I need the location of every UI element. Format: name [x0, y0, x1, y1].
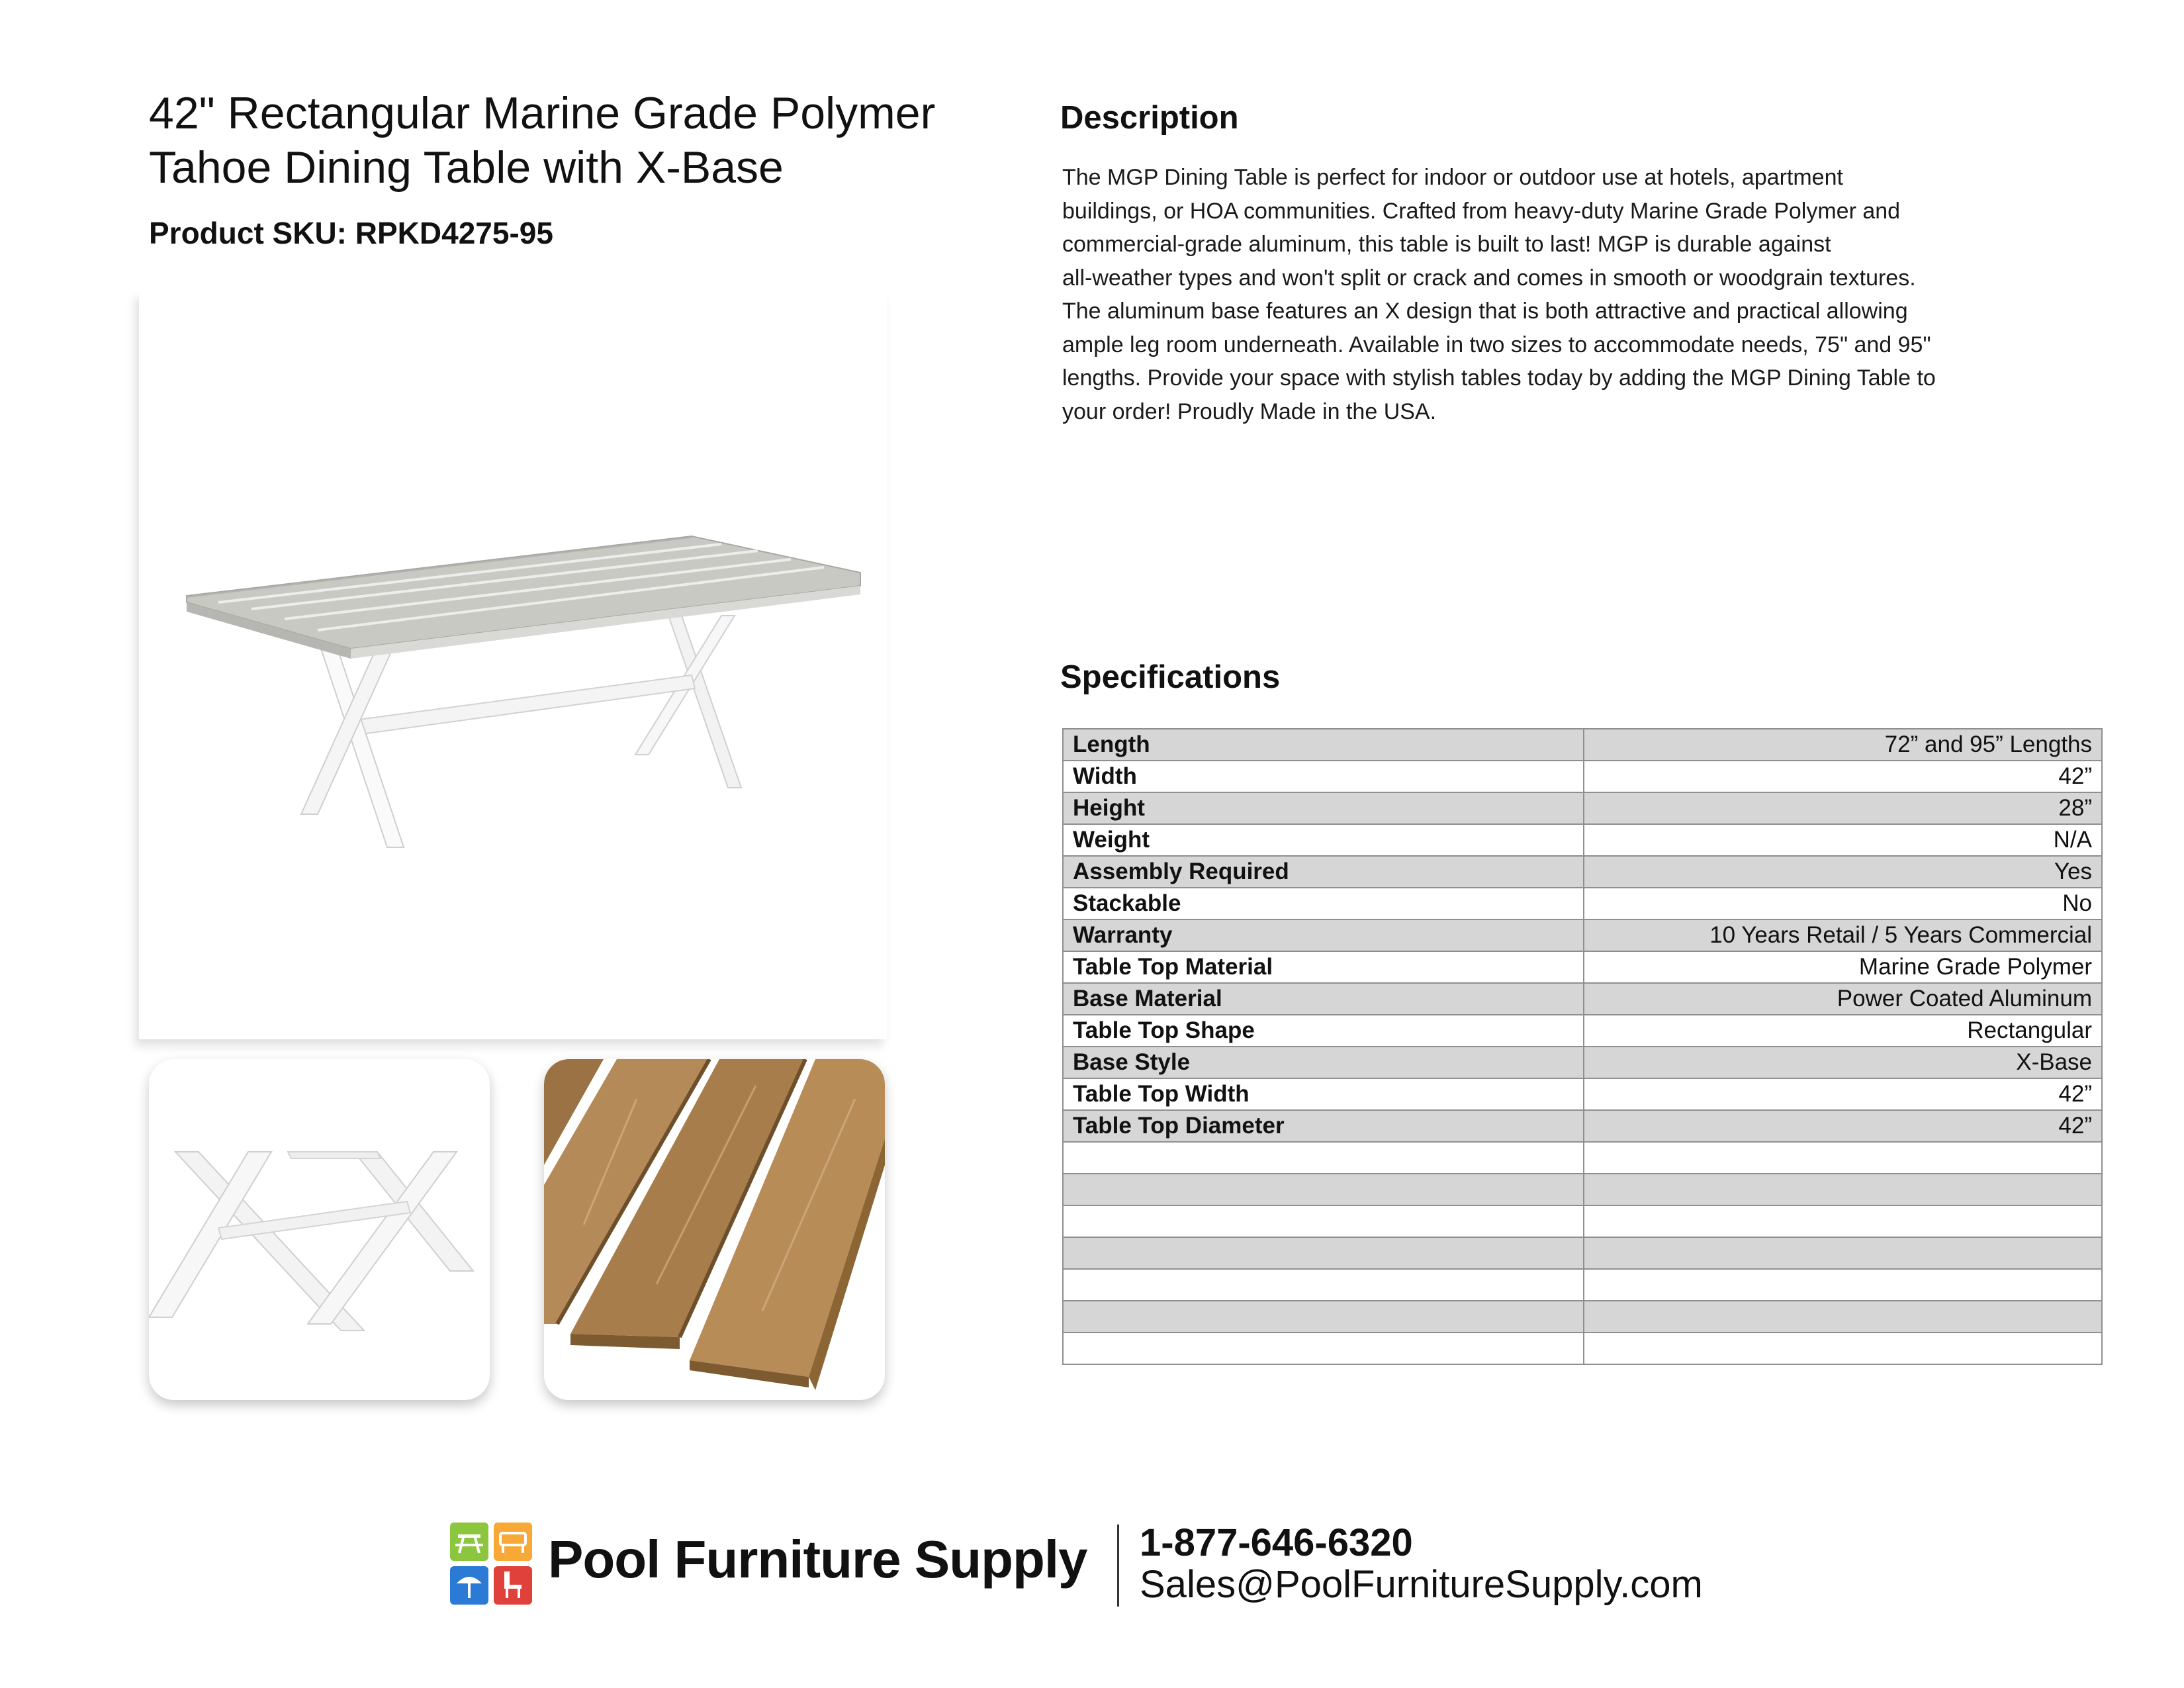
spec-label	[1063, 1237, 1584, 1269]
spec-value: Rectangular	[1584, 1015, 2102, 1047]
table-row	[1063, 1269, 2102, 1301]
spec-value	[1584, 1301, 2102, 1333]
spec-label: Stackable	[1063, 888, 1584, 919]
table-row	[1063, 919, 2102, 951]
spec-value	[1584, 1205, 2102, 1237]
table-row	[1063, 856, 2102, 888]
spec-label: Base Material	[1063, 983, 1584, 1015]
spec-value: N/A	[1584, 824, 2102, 856]
thumbnail-woodgrain-image[interactable]	[544, 1059, 885, 1400]
product-title-line-1: 42" Rectangular Marine Grade Polymer	[149, 88, 936, 138]
product-sku: Product SKU: RPKD4275-95	[149, 216, 553, 250]
table-row	[1063, 1015, 2102, 1047]
description-line: commercial-grade aluminum, this table is built to last! MGP is durable against	[1062, 232, 1831, 257]
description-line: The MGP Dining Table is perfect for indoor or outdoor use at hotels, apartment	[1062, 165, 1843, 190]
spec-value	[1584, 1269, 2102, 1301]
table-row	[1063, 1301, 2102, 1333]
spec-label: Table Top Material	[1063, 951, 1584, 983]
spec-label: Assembly Required	[1063, 856, 1584, 888]
product-title	[149, 86, 1009, 195]
specifications-heading: Specifications	[1060, 659, 1281, 695]
description-line: buildings, or HOA communities. Crafted from heavy-duty Marine Grade Polymer and	[1062, 198, 1901, 224]
spec-value: X-Base	[1584, 1047, 2102, 1078]
woodgrain-slats-illustration	[544, 1059, 885, 1400]
product-title-line-2: Tahoe Dining Table with X-Base	[149, 142, 784, 193]
footer-divider	[1117, 1524, 1119, 1607]
spec-label: Table Top Diameter	[1063, 1110, 1584, 1142]
spec-value: Power Coated Aluminum	[1584, 983, 2102, 1015]
table-row	[1063, 951, 2102, 983]
spec-value	[1584, 1333, 2102, 1364]
spec-value	[1584, 1142, 2102, 1174]
description-line: ample leg room underneath. Available in two sizes to accommodate needs, 75" and 95"	[1062, 332, 1931, 357]
table-row	[1063, 1174, 2102, 1205]
spec-value: 42”	[1584, 1110, 2102, 1142]
spec-value: 42”	[1584, 761, 2102, 792]
brand-logo-icon[interactable]	[450, 1523, 532, 1605]
table-row	[1063, 1142, 2102, 1174]
x-base-illustration	[149, 1059, 490, 1400]
thumbnail-base-image[interactable]	[149, 1059, 490, 1400]
spec-label: Length	[1063, 729, 1584, 761]
spec-label	[1063, 1301, 1584, 1333]
spec-label: Table Top Shape	[1063, 1015, 1584, 1047]
table-row	[1063, 824, 2102, 856]
spec-label	[1063, 1142, 1584, 1174]
contact-phone[interactable]: 1-877-646-6320	[1140, 1521, 1413, 1564]
table-row	[1063, 1047, 2102, 1078]
brand-name: Pool Furniture Supply	[548, 1530, 1087, 1589]
table-row	[1063, 983, 2102, 1015]
spec-value: 10 Years Retail / 5 Years Commercial	[1584, 919, 2102, 951]
spec-label	[1063, 1174, 1584, 1205]
description-text	[1062, 161, 2062, 428]
spec-value: 28”	[1584, 792, 2102, 824]
spec-label	[1063, 1269, 1584, 1301]
table-row	[1063, 729, 2102, 761]
table-row	[1063, 792, 2102, 824]
description-heading: Description	[1060, 100, 1239, 136]
spec-value: 72” and 95” Lengths	[1584, 729, 2102, 761]
spec-label: Warranty	[1063, 919, 1584, 951]
main-product-image[interactable]	[139, 291, 887, 1039]
spec-label: Weight	[1063, 824, 1584, 856]
spec-label: Width	[1063, 761, 1584, 792]
table-row	[1063, 1205, 2102, 1237]
spec-label: Base Style	[1063, 1047, 1584, 1078]
spec-label: Table Top Width	[1063, 1078, 1584, 1110]
table-row	[1063, 1333, 2102, 1364]
table-row	[1063, 1237, 2102, 1269]
table-row	[1063, 1078, 2102, 1110]
description-line: The aluminum base features an X design that is both attractive and practical allowing	[1062, 299, 1908, 324]
contact-email[interactable]: Sales@PoolFurnitureSupply.com	[1140, 1563, 1703, 1606]
table-row	[1063, 761, 2102, 792]
table-row	[1063, 888, 2102, 919]
spec-value: Yes	[1584, 856, 2102, 888]
description-line: your order! Proudly Made in the USA.	[1062, 399, 1437, 424]
spec-value: Marine Grade Polymer	[1584, 951, 2102, 983]
table-row	[1063, 1110, 2102, 1142]
spec-value	[1584, 1174, 2102, 1205]
spec-value: No	[1584, 888, 2102, 919]
spec-value	[1584, 1237, 2102, 1269]
specifications-table	[1062, 728, 2103, 1365]
table-illustration	[139, 291, 887, 1039]
spec-label	[1063, 1205, 1584, 1237]
spec-label	[1063, 1333, 1584, 1364]
description-line: all-weather types and won't split or crack and comes in smooth or woodgrain textures.	[1062, 265, 1916, 291]
spec-label: Height	[1063, 792, 1584, 824]
spec-value: 42”	[1584, 1078, 2102, 1110]
description-line: lengths. Provide your space with stylish tables today by adding the MGP Dining Table to	[1062, 365, 1936, 391]
